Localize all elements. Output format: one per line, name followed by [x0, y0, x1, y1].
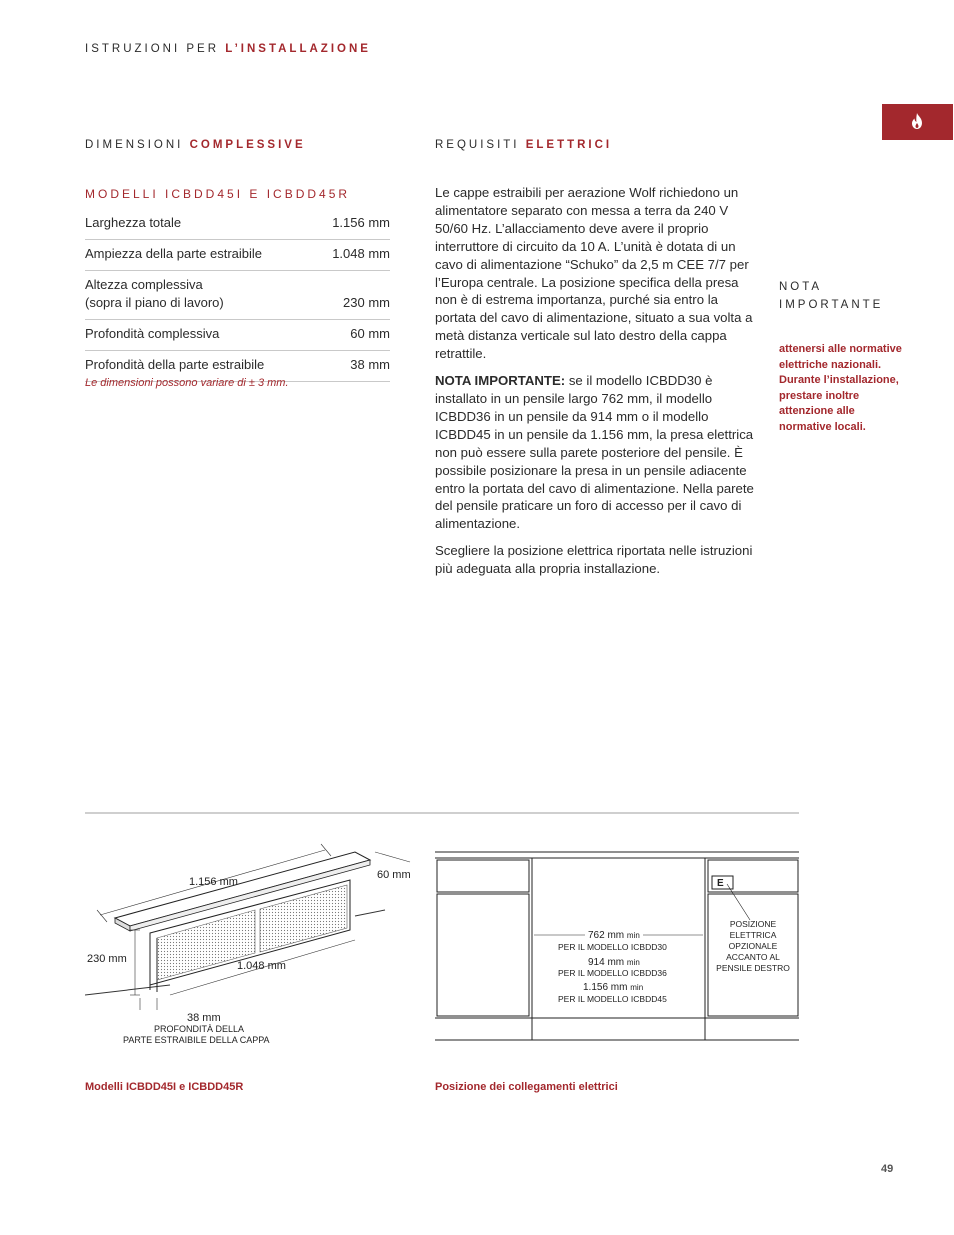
requirements-body — [435, 184, 757, 587]
dim1-min: min — [626, 931, 640, 940]
dim1-model: PER IL MODELLO ICBDD30 — [558, 942, 667, 952]
row-value: 1.156 mm — [316, 209, 390, 240]
figure2-caption: Posizione dei collegamenti elettrici — [435, 1081, 618, 1093]
depth-dim-label: 60 mm — [377, 869, 411, 881]
row-label: Ampiezza della parte estraibile — [85, 240, 316, 271]
section-tab — [882, 104, 953, 140]
sidebar-note-line1: NOTA — [779, 281, 823, 293]
figure1-caption: Modelli ICBDD45I e ICBDD45R — [85, 1081, 244, 1093]
paragraph: Scegliere la posizione elettrica riportata nelle istruzioni più adeguata alla propria installazione. — [435, 543, 753, 577]
height-dim-label: 230 mm — [87, 953, 127, 965]
position-line1: POSIZIONE — [729, 919, 777, 929]
row-value: 60 mm — [316, 320, 390, 351]
svg-text:1.156 mm min — [583, 982, 643, 993]
row-label: Profondità complessiva — [85, 320, 316, 351]
paragraph: Le cappe estraibili per aerazione Wolf richiedono un alimentatore separato con messa a terra da 240 V 50/60 Hz. L’allacciamento deve avere il proprio interruttore di circuito da 10 A. L’unità è dotata di un cavo di alimentazione “Schuko” da 2,5 m CEE 7/7 per l’Europa centrale. La posizione specifica della presa non è di estrema importanza, purché sia entro la portata del cavo di alimentazione, situato a sua volta a metà distanza verticale sul lato destro della cappa retrattile. — [435, 185, 753, 362]
draw-depth-desc-line2: PARTE ESTRAIBILE DELLA CAPPA — [123, 1035, 270, 1045]
row-label-sub: (sopra il piano di lavoro) — [85, 295, 224, 310]
sidebar-note-heading — [779, 278, 909, 314]
models-heading: MODELLI ICBDD45I E ICBDD45R — [85, 187, 351, 201]
draw-depth-dim-label: 38 mm — [187, 1012, 221, 1024]
svg-text:762 mm min — [588, 930, 640, 941]
row-label-multiline — [85, 271, 316, 320]
page-header — [85, 43, 371, 55]
draw-depth-desc-line1: PROFONDITÀ DELLA — [154, 1024, 245, 1034]
table-row — [85, 240, 390, 271]
dim3-model: PER IL MODELLO ICBDD45 — [558, 994, 667, 1004]
row-label: Altezza complessiva — [85, 277, 203, 292]
position-line3: OPZIONALE — [728, 941, 778, 951]
important-text: se il modello ICBDD30 è installato in un pensile largo 762 mm, il modello ICBDD36 in un pensile da 914 mm o il modello ICBDD45 in un pensile da 1.156 mm, la presa elettrica non può essere sulla parete posteriore del pensile. È possibile posizionare la presa in un pensile adiacente entro la portata del cavo di alimentazione. Nella parete del pensile praticare un foro di accesso per il cavo di alimentazione. — [435, 373, 754, 532]
table-row — [85, 271, 390, 320]
important-label: NOTA IMPORTANTE: — [435, 373, 566, 389]
sidebar-note-text: attenersi alle normative elettriche nazionali. Durante l’installazione, prestare inoltre attenzione alle normative locali. — [779, 343, 902, 433]
position-line2: ELETTRICA — [729, 930, 777, 940]
flame-icon — [911, 113, 923, 129]
requirements-heading — [435, 139, 612, 151]
dim1-value: 762 mm — [588, 930, 625, 941]
requirements-heading-prefix: REQUISITI — [435, 139, 526, 151]
dim3-min: min — [630, 983, 644, 992]
hood-dimensions-figure — [85, 830, 425, 1060]
outlet-letter: E — [717, 878, 724, 889]
dimensions-heading-prefix: DIMENSIONI — [85, 139, 190, 151]
paragraph-important — [435, 372, 757, 533]
dimensions-heading — [85, 139, 306, 151]
header-accent: L’INSTALLAZIONE — [225, 43, 371, 55]
header-prefix: ISTRUZIONI PER — [85, 43, 226, 55]
electrical-positions-figure — [435, 848, 801, 1046]
row-label: Profondità della parte estraibile — [85, 351, 316, 382]
position-line4: ACCANTO AL — [726, 952, 780, 962]
draw-width-dim-label: 1.048 mm — [237, 960, 286, 972]
dimensions-table — [85, 209, 390, 382]
row-value: 38 mm — [316, 351, 390, 382]
row-value: 1.048 mm — [316, 240, 390, 271]
requirements-heading-accent: ELETTRICI — [525, 139, 613, 151]
width-dim-label: 1.156 mm — [189, 876, 238, 888]
page-number: 49 — [881, 1163, 894, 1175]
dimensions-note: Le dimensioni possono variare di ± 3 mm. — [85, 377, 289, 389]
table-row — [85, 209, 390, 240]
table-row — [85, 320, 390, 351]
dim2-value: 914 mm — [588, 957, 625, 968]
dim3-value: 1.156 mm — [583, 982, 628, 993]
dimensions-heading-accent: COMPLESSIVE — [189, 139, 306, 151]
divider — [85, 812, 799, 814]
sidebar-note-line2: IMPORTANTE — [779, 299, 884, 311]
position-line5: PENSILE DESTRO — [716, 963, 790, 973]
row-value: 230 mm — [316, 271, 390, 320]
row-label: Larghezza totale — [85, 209, 316, 240]
svg-text:914 mm min — [588, 957, 640, 968]
dim2-model: PER IL MODELLO ICBDD36 — [558, 968, 667, 978]
dim2-min: min — [626, 958, 640, 967]
